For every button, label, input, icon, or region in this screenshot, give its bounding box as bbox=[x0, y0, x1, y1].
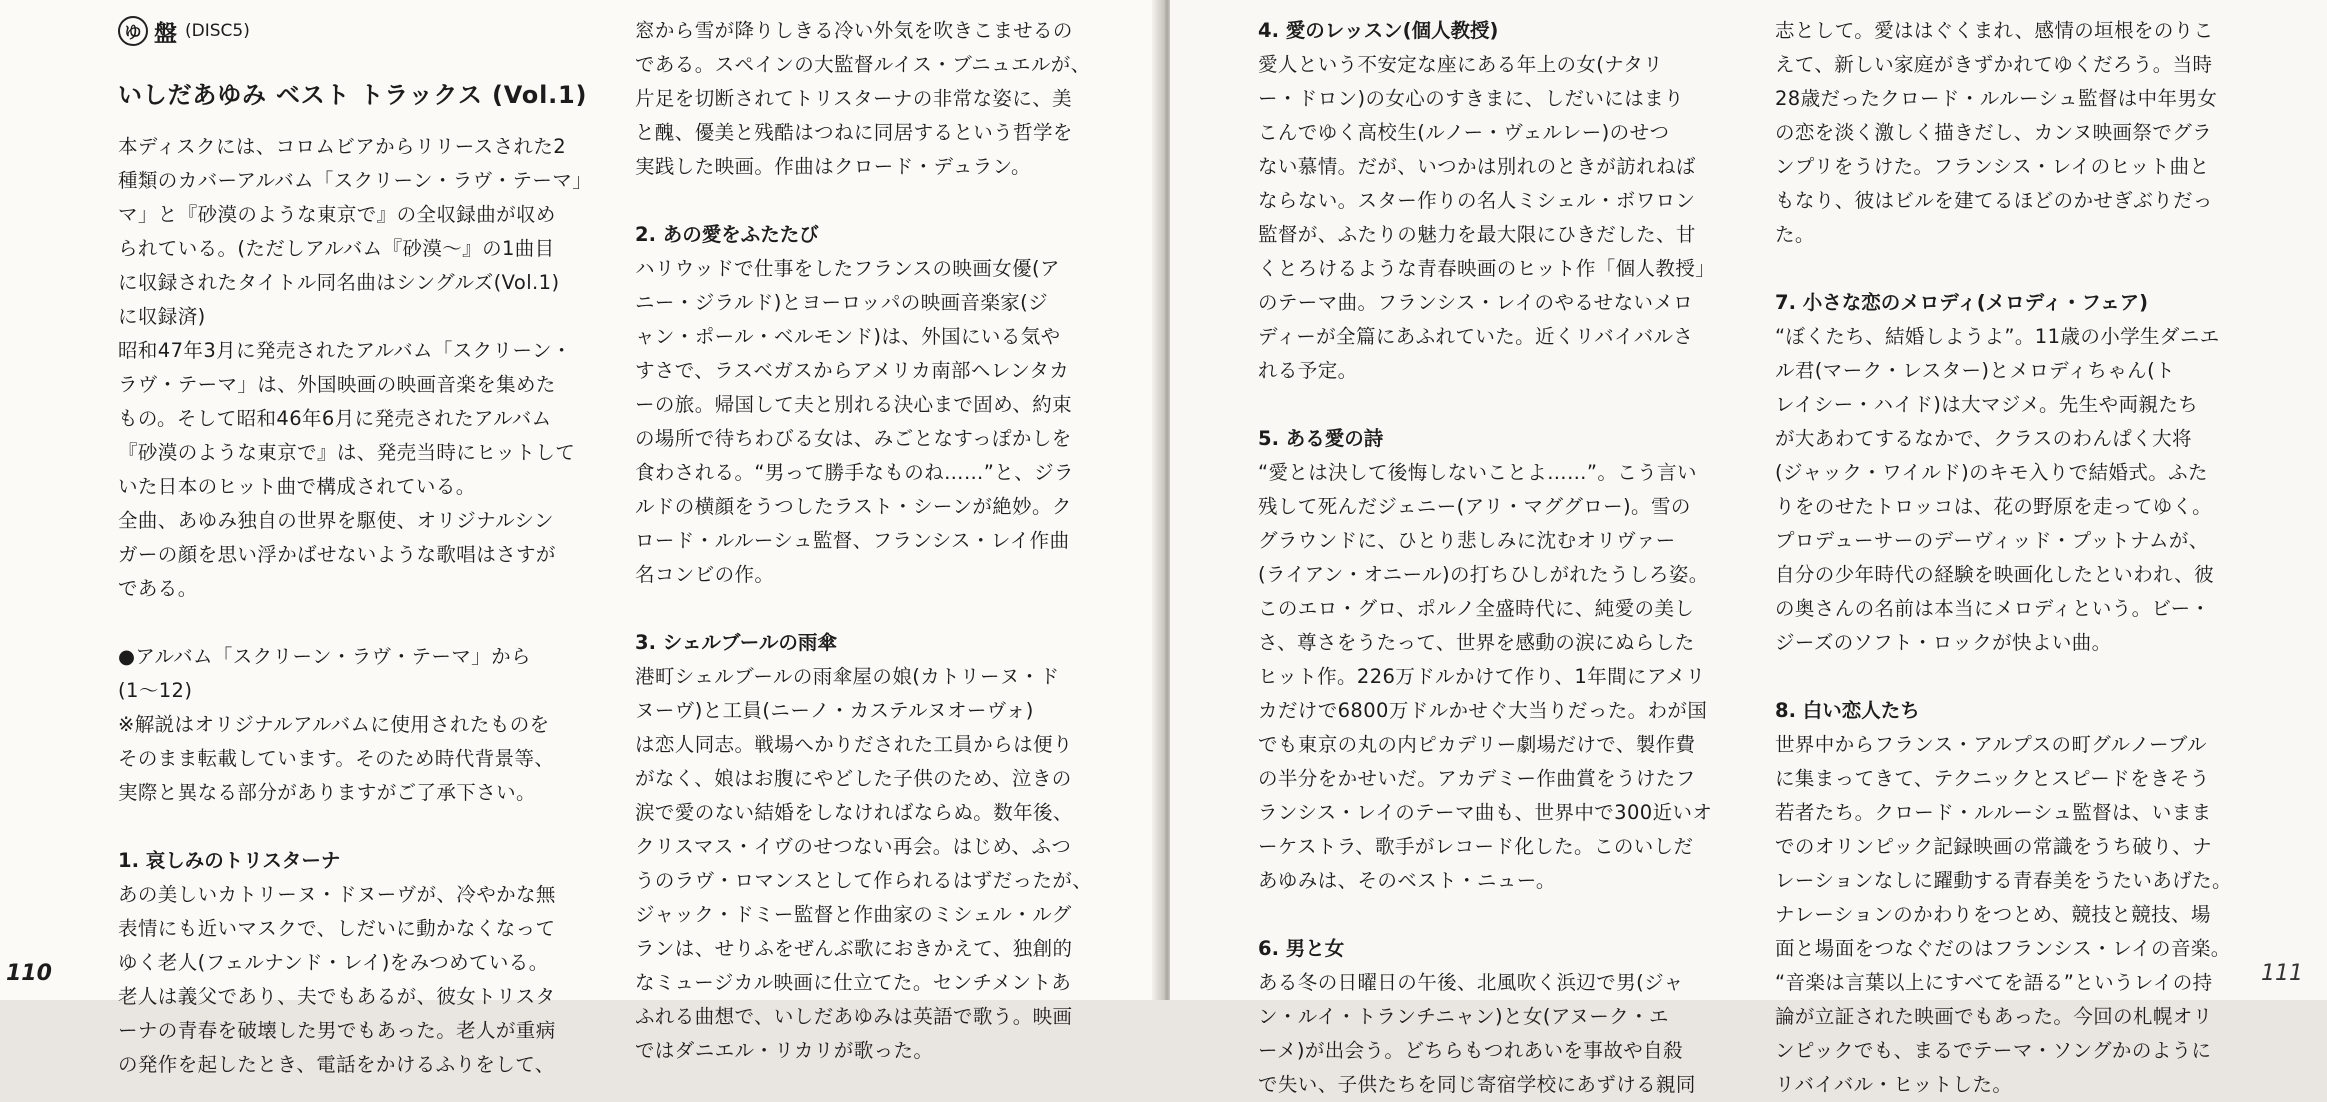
text-line: 監督が、ふたりの魅力を最大限にひきだした、甘 bbox=[1258, 223, 1696, 246]
text-line: ーケストラ、歌手がレコード化した。このいしだ bbox=[1258, 835, 1694, 858]
track-6-continued bbox=[1775, 14, 2275, 252]
track-title: 8. 白い恋人たち bbox=[1775, 699, 1920, 722]
text-line: ーナの青春を破壊した男でもあった。老人が重病 bbox=[118, 1019, 556, 1042]
text-line: もの。そして昭和46年6月に発売されたアルバム bbox=[118, 407, 552, 430]
text-line: 28歳だったクロード・ルルーシュ監督は中年男女 bbox=[1775, 87, 2218, 110]
text-line: と醜、優美と残酷はつねに同居するという哲学を bbox=[635, 121, 1073, 144]
text-line: 名コンビの作。 bbox=[635, 563, 775, 586]
track-8 bbox=[1775, 694, 2275, 1102]
track-1 bbox=[118, 844, 598, 1082]
text-line: ディーが全篇にあふれていた。近くリバイバルさ bbox=[1258, 325, 1694, 348]
text-line: た。 bbox=[1775, 223, 1815, 246]
track-7 bbox=[1775, 286, 2275, 660]
text-line: ジーズのソフト・ロックが快よい曲。 bbox=[1775, 631, 2112, 654]
text-line: である。 bbox=[118, 577, 198, 600]
text-line: 若者たち。クロード・ルルーシュ監督は、いまま bbox=[1775, 801, 2212, 824]
text-line: ンピックでも、まるでテーマ・ソングかのように bbox=[1775, 1039, 2212, 1062]
text-line: “音楽は言葉以上にすべてを語る”というレイの持 bbox=[1775, 971, 2213, 994]
text-line: ランシス・レイのテーマ曲も、世界中で300近いオ bbox=[1258, 801, 1713, 824]
text-line: あゆみは、そのベスト・ニュー。 bbox=[1258, 869, 1556, 892]
track-3 bbox=[635, 626, 1135, 1068]
text-line: 実際と異なる部分がありますがご了承下さい。 bbox=[118, 781, 536, 804]
text-line: 論が立証された映画でもあった。今回の札幌オリ bbox=[1775, 1005, 2213, 1028]
text-line: ンプリをうけた。フランシス・レイのヒット曲と bbox=[1775, 155, 2210, 178]
track-title: 4. 愛のレッスン(個人教授) bbox=[1258, 19, 1499, 42]
left-page bbox=[0, 0, 1164, 1076]
text-line: 昭和47年3月に発売されたアルバム「スクリーン・ bbox=[118, 339, 572, 362]
text-line: に収録済) bbox=[118, 305, 206, 328]
track-title: 7. 小さな恋のメロディ(メロディ・フェア) bbox=[1775, 291, 2148, 314]
text-line: 世界中からフランス・アルプスの町グルノーブル bbox=[1775, 733, 2207, 756]
text-line: 全曲、あゆみ独自の世界を駆使、オリジナルシン bbox=[118, 509, 554, 532]
text-line: ハリウッドで仕事をしたフランスの映画女優(ア bbox=[635, 257, 1060, 280]
text-line: 自分の少年時代の経験を映画化したといわれ、彼 bbox=[1775, 563, 2214, 586]
text-line: られている。(ただしアルバム『砂漠〜』の1曲目 bbox=[118, 237, 555, 260]
text-line: 志として。愛ははぐくまれ、感情の垣根をのりこ bbox=[1775, 19, 2214, 42]
disc-header bbox=[118, 14, 598, 48]
page-number-left: 110 bbox=[6, 961, 52, 986]
text-line: 残して死んだジェニー(アリ・マググロー)。雪の bbox=[1258, 495, 1691, 518]
album-title: いしだあゆみ ベスト トラックス (Vol.1) bbox=[118, 81, 588, 109]
text-line: ロード・ルルーシュ監督、フランシス・レイ作曲 bbox=[635, 529, 1070, 552]
right-page bbox=[1170, 0, 2327, 1096]
track-1-continued bbox=[635, 14, 1135, 184]
track-4 bbox=[1258, 14, 1758, 388]
text-line: リバイバル・ヒットした。 bbox=[1775, 1073, 2013, 1096]
text-line: ラヴ・テーマ」は、外国映画の映画音楽を集めた bbox=[118, 373, 556, 396]
text-line: ガーの顔を思い浮かばせないような歌唱はさすが bbox=[118, 543, 556, 566]
text-line: ニー・ジラルド)とヨーロッパの映画音楽家(ジ bbox=[635, 291, 1049, 314]
text-line: すさで、ラスベガスからアメリカ南部ヘレンタカ bbox=[635, 359, 1070, 382]
text-line: でのオリンピック記録映画の常識をうち破り、ナ bbox=[1775, 835, 2213, 858]
right-page-column-1 bbox=[1258, 14, 1758, 1102]
track-5 bbox=[1258, 422, 1758, 898]
disc-kanji: 盤 bbox=[154, 20, 177, 47]
text-line: ヒット作。226万ドルかけて作り、1年間にアメリ bbox=[1258, 665, 1706, 688]
text-line: 実践した映画。作曲はクロード・デュラン。 bbox=[635, 155, 1031, 178]
text-line: 涙で愛のない結婚をしなければならぬ。数年後、 bbox=[635, 801, 1073, 824]
page-number-right: 111 bbox=[2261, 961, 2303, 986]
text-line: 本ディスクには、コロムビアからリリースされた2 bbox=[118, 135, 567, 158]
text-line: に収録されたタイトル同名曲はシングルズ(Vol.1) bbox=[118, 271, 560, 294]
track-2 bbox=[635, 218, 1135, 592]
text-line: の奥さんの名前は本当にメロディという。ビー・ bbox=[1775, 597, 2211, 620]
text-line: このエロ・グロ、ポルノ全盛時代に、純愛の美し bbox=[1258, 597, 1695, 620]
text-line: もなり、彼はビルを建てるほどのかせぎぶりだっ bbox=[1775, 189, 2213, 212]
text-line: の場所で待ちわびる女は、みごとなすっぽかしを bbox=[635, 427, 1072, 450]
text-line: ゆく老人(フェルナンド・レイ)をみつめている。 bbox=[118, 951, 549, 974]
text-line: こんでゆく高校生(ルノー・ヴェルレー)のせつ bbox=[1258, 121, 1670, 144]
right-page-column-2 bbox=[1775, 14, 2275, 1102]
text-line: である。スペインの大監督ルイス・ブニュエルが、 bbox=[635, 53, 1091, 76]
text-line: ない慕情。だが、いつかは別れのときが訪れねば bbox=[1258, 155, 1696, 178]
text-line: ーの旅。帰国して夫と別れる決心まで固め、約束 bbox=[635, 393, 1073, 416]
text-line: のテーマ曲。フランシス・レイのやるせないメロ bbox=[1258, 291, 1694, 314]
text-line: ある冬の日曜日の午後、北風吹く浜辺で男(ジャ bbox=[1258, 971, 1684, 994]
text-line: に集まってきて、テクニックとスピードをきそう bbox=[1775, 767, 2210, 790]
text-line: いた日本のヒット曲で構成されている。 bbox=[118, 475, 476, 498]
text-line: くとろけるような青春映画のヒット作「個人教授」 bbox=[1258, 257, 1716, 280]
text-line: (ジャック・ワイルド)のキモ入りで結婚式。ふた bbox=[1775, 461, 2208, 484]
text-line: れる予定。 bbox=[1258, 359, 1358, 382]
text-line: の恋を淡く激しく描きだし、カンヌ映画祭でグラ bbox=[1775, 121, 2213, 144]
text-line: プロデューサーのデーヴィッド・プットナムが、 bbox=[1775, 529, 2209, 552]
text-line: で失い、子供たちを同じ寄宿学校にあずける親同 bbox=[1258, 1073, 1696, 1096]
text-line: (ライアン・オニール)の打ちひしがれたうしろ姿。 bbox=[1258, 563, 1709, 586]
text-line: 種類のカバーアルバム「スクリーン・ラヴ・テーマ」 bbox=[118, 169, 593, 192]
text-line: うのラヴ・ロマンスとして作られるはずだったが、 bbox=[635, 869, 1093, 892]
track-title: 2. あの愛をふたたび bbox=[635, 223, 819, 246]
text-line: カだけで6800万ドルかせぐ大当りだった。わが国 bbox=[1258, 699, 1708, 722]
text-line: が大あわてするなかで、クラスのわんぱく大将 bbox=[1775, 427, 2192, 450]
text-line: ン・ルイ・トランチニャン)と女(アヌーク・エ bbox=[1258, 1005, 1669, 1028]
text-line: ではダニエル・リカリが歌った。 bbox=[635, 1039, 934, 1062]
text-line: ーメ)が出会う。どちらもつれあいを事故や自殺 bbox=[1258, 1039, 1683, 1062]
left-page-column-1 bbox=[118, 14, 598, 1082]
text-line: は恋人同志。戦場へかりだされた工員からは便り bbox=[635, 733, 1073, 756]
disc-badge: ゆ bbox=[118, 16, 148, 46]
text-line: 窓から雪が降りしきる冷い外気を吹きこませるの bbox=[635, 19, 1073, 42]
text-line: ヌーヴ)と工員(ニーノ・カステルヌオーヴォ) bbox=[635, 699, 1034, 722]
text-line: 面と場面をつなぐだのはフランシス・レイの音楽。 bbox=[1775, 937, 2231, 960]
text-line: ジャック・ドミー監督と作曲家のミシェル・ルグ bbox=[635, 903, 1072, 926]
track-6 bbox=[1258, 932, 1758, 1102]
album-section-note bbox=[118, 640, 598, 810]
text-line: ャン・ポール・ベルモンド)は、外国にいる気や bbox=[635, 325, 1061, 348]
text-line: ※解説はオリジナルアルバムに使用されたものを bbox=[118, 713, 550, 736]
track-title: 3. シェルブールの雨傘 bbox=[635, 631, 837, 654]
text-line: 『砂漠のような東京で』は、発売当時にヒットして bbox=[118, 441, 576, 464]
text-line: ●アルバム「スクリーン・ラヴ・テーマ」から bbox=[118, 645, 531, 668]
text-line: 片足を切断されてトリスターナの非常な姿に、美 bbox=[635, 87, 1073, 110]
text-line: 表情にも近いマスクで、しだいに動かなくなって bbox=[118, 917, 556, 940]
text-line: りをのせたトロッコは、花の野原を走ってゆく。 bbox=[1775, 495, 2213, 518]
track-title: 5. ある愛の詩 bbox=[1258, 427, 1384, 450]
text-line: ならない。スター作りの名人ミシェル・ボワロン bbox=[1258, 189, 1696, 212]
text-line: “ぼくたち、結婚しようよ”。11歳の小学生ダニエ bbox=[1775, 325, 2220, 348]
text-line: ランは、せりふをぜんぶ歌におきかえて、独創的 bbox=[635, 937, 1073, 960]
text-line: あの美しいカトリーヌ・ドヌーヴが、冷やかな無 bbox=[118, 883, 556, 906]
text-line: えて、新しい家庭がきずかれてゆくだろう。当時 bbox=[1775, 53, 2213, 76]
text-line: ル君(マーク・レスター)とメロディちゃん(ト bbox=[1775, 359, 2175, 382]
text-line: “愛とは決して後悔しないことよ……”。こう言い bbox=[1258, 461, 1697, 484]
text-line: の発作を起したとき、電話をかけるふりをして、 bbox=[118, 1053, 555, 1076]
text-line: ふれる曲想で、いしだあゆみは英語で歌う。映画 bbox=[635, 1005, 1073, 1028]
text-line: 港町シェルブールの雨傘屋の娘(カトリーヌ・ド bbox=[635, 665, 1060, 688]
text-line: ルドの横顔をうつしたラスト・シーンが絶妙。ク bbox=[635, 495, 1072, 518]
intro-text bbox=[118, 130, 598, 606]
text-line: でも東京の丸の内ピカデリー劇場だけで、製作費 bbox=[1258, 733, 1696, 756]
text-line: がなく、娘はお腹にやどした子供のため、泣きの bbox=[635, 767, 1072, 790]
text-line: そのまま転載しています。そのため時代背景等、 bbox=[118, 747, 555, 770]
left-page-column-2 bbox=[635, 14, 1135, 1068]
text-line: さ、尊さをうたって、世界を感動の涙にぬらした bbox=[1258, 631, 1695, 654]
text-line: 食わされる。“男って勝手なものね……”と、ジラ bbox=[635, 461, 1074, 484]
text-line: レーションなしに躍動する青春美をうたいあげた。 bbox=[1775, 869, 2232, 892]
text-line: マ」と『砂漠のような東京で』の全収録曲が収め bbox=[118, 203, 556, 226]
disc-code: (DISC5) bbox=[185, 21, 250, 41]
text-line: グラウンドに、ひとり悲しみに沈むオリヴァー bbox=[1258, 529, 1676, 552]
text-line: レイシー・ハイド)は大マジメ。先生や両親たち bbox=[1775, 393, 2199, 416]
track-title: 1. 哀しみのトリスターナ bbox=[118, 849, 341, 872]
text-line: の半分をかせいだ。アカデミー作曲賞をうけたフ bbox=[1258, 767, 1696, 790]
text-line: (1〜12) bbox=[118, 679, 193, 702]
text-line: クリスマス・イヴのせつない再会。はじめ、ふつ bbox=[635, 835, 1072, 858]
text-line: ナレーションのかわりをつとめ、競技と競技、場 bbox=[1775, 903, 2211, 926]
text-line: ー・ドロン)の女心のすきまに、しだいにはまり bbox=[1258, 87, 1684, 110]
text-line: 老人は義父であり、夫でもあるが、彼女トリスタ bbox=[118, 985, 556, 1008]
text-line: 愛人という不安定な座にある年上の女(ナタリ bbox=[1258, 53, 1664, 76]
track-title: 6. 男と女 bbox=[1258, 937, 1345, 960]
text-line: なミュージカル映画に仕立てた。センチメントあ bbox=[635, 971, 1072, 994]
